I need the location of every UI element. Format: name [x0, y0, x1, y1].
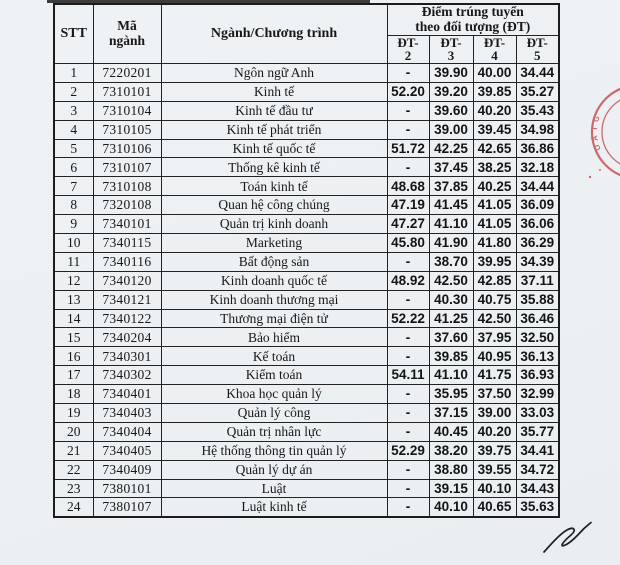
cell-code: 7220201 [93, 63, 161, 82]
cell-dt5: 32.99 [516, 385, 559, 404]
table-row [54, 328, 559, 347]
cell-name: Bảo hiểm [161, 328, 387, 347]
cell-dt4: 41.80 [473, 233, 516, 252]
cell-dt5: 37.11 [516, 271, 559, 290]
table-row [54, 366, 559, 385]
cell-code: 7340301 [93, 347, 161, 366]
cell-stt: 16 [54, 347, 93, 366]
cell-dt3: 41.10 [429, 366, 473, 385]
col-header-dt-3: ĐT- 3 [429, 35, 473, 63]
cell-dt3: 38.80 [429, 460, 473, 479]
cell-dt3: 38.70 [429, 252, 473, 271]
cell-stt: 4 [54, 120, 93, 139]
cell-stt: 10 [54, 233, 93, 252]
cell-dt4: 42.85 [473, 271, 516, 290]
cell-dt4: 39.55 [473, 460, 516, 479]
cell-dt3: 39.90 [429, 63, 473, 82]
cell-code: 7340115 [93, 233, 161, 252]
col-header-dt-5: ĐT- 5 [516, 35, 559, 63]
cell-dt5: 36.09 [516, 196, 559, 215]
cell-dt5: 36.29 [516, 233, 559, 252]
table-row [54, 309, 559, 328]
table-body [54, 63, 559, 516]
cell-dt3: 39.85 [429, 347, 473, 366]
cell-dt5: 32.18 [516, 158, 559, 177]
cell-dt3: 37.60 [429, 328, 473, 347]
cell-name: Kinh tế phát triển [161, 120, 387, 139]
cell-dt3: 39.20 [429, 82, 473, 101]
table-row [54, 498, 559, 517]
diem-group-line1: Điểm trúng tuyển [421, 4, 524, 19]
stamp-speck2 [599, 169, 601, 171]
cell-name: Kế toán [161, 347, 387, 366]
cell-name: Bất động sản [161, 252, 387, 271]
cell-dt4: 38.25 [473, 158, 516, 177]
cell-dt2: 52.22 [387, 309, 429, 328]
cell-code: 7310107 [93, 158, 161, 177]
cell-dt3: 40.45 [429, 422, 473, 441]
cell-stt: 21 [54, 441, 93, 460]
cell-dt5: 34.44 [516, 63, 559, 82]
cell-dt3: 40.10 [429, 498, 473, 517]
cell-dt5: 34.72 [516, 460, 559, 479]
cell-name: Kinh tế [161, 82, 387, 101]
cell-dt2: - [387, 158, 429, 177]
cell-dt5: 35.43 [516, 101, 559, 120]
cell-dt4: 40.10 [473, 479, 516, 498]
cell-stt: 2 [54, 82, 93, 101]
table-row [54, 252, 559, 271]
cell-stt: 20 [54, 422, 93, 441]
cell-dt4: 40.25 [473, 177, 516, 196]
table-row [54, 385, 559, 404]
cell-dt2: - [387, 347, 429, 366]
table-row [54, 120, 559, 139]
cell-name: Luật [161, 479, 387, 498]
cell-name: Kinh tế quốc tế [161, 139, 387, 158]
stamp-inner-ring [602, 95, 620, 169]
cell-name: Hệ thống thông tin quản lý [161, 441, 387, 460]
cell-dt3: 35.95 [429, 385, 473, 404]
cell-dt5: 34.41 [516, 441, 559, 460]
table-row [54, 101, 559, 120]
cell-stt: 12 [54, 271, 93, 290]
cell-name: Quản trị kinh doanh [161, 215, 387, 234]
cell-dt5: 35.27 [516, 82, 559, 101]
cell-dt5: 36.86 [516, 139, 559, 158]
cell-dt2: 51.72 [387, 139, 429, 158]
cell-dt4: 40.20 [473, 101, 516, 120]
cell-dt3: 38.20 [429, 441, 473, 460]
cell-code: 7310101 [93, 82, 161, 101]
signature-mark [544, 523, 591, 553]
col-header-ma-line2: ngành [108, 32, 146, 48]
table-row [54, 347, 559, 366]
cell-dt5: 34.98 [516, 120, 559, 139]
cell-name: Quan hệ công chúng [161, 196, 387, 215]
table-row [54, 177, 559, 196]
svg-text:I: I [590, 127, 600, 130]
table-row [54, 196, 559, 215]
cell-dt2: - [387, 460, 429, 479]
cell-stt: 8 [54, 196, 93, 215]
cell-code: 7310105 [93, 120, 161, 139]
cell-dt5: 35.63 [516, 498, 559, 517]
cell-dt2: - [387, 101, 429, 120]
col-header-ma-nganh [93, 4, 161, 63]
cell-name: Kinh tế đầu tư [161, 101, 387, 120]
cell-dt4: 40.75 [473, 290, 516, 309]
cell-dt2: 48.68 [387, 177, 429, 196]
table-row [54, 460, 559, 479]
cell-stt: 22 [54, 460, 93, 479]
cell-dt5: 36.93 [516, 366, 559, 385]
stamp-speck [589, 176, 591, 178]
cell-dt4: 42.65 [473, 139, 516, 158]
admission-score-table [53, 3, 560, 518]
cell-dt3: 41.90 [429, 233, 473, 252]
cell-dt5: 34.44 [516, 177, 559, 196]
table-row [54, 290, 559, 309]
cell-stt: 6 [54, 158, 93, 177]
cell-dt3: 39.60 [429, 101, 473, 120]
cell-dt5: 35.77 [516, 422, 559, 441]
table-row [54, 404, 559, 423]
cell-dt5: 35.88 [516, 290, 559, 309]
cell-name: Marketing [161, 233, 387, 252]
table-row [54, 82, 559, 101]
table-row [54, 63, 559, 82]
cell-name: Quản trị nhân lực [161, 422, 387, 441]
svg-text:Á: Á [590, 134, 600, 142]
cell-dt5: 36.13 [516, 347, 559, 366]
cell-name: Kinh doanh quốc tế [161, 271, 387, 290]
cell-stt: 15 [54, 328, 93, 347]
cell-dt3: 41.10 [429, 215, 473, 234]
cell-dt4: 40.65 [473, 498, 516, 517]
cell-dt3: 42.50 [429, 271, 473, 290]
table-row [54, 158, 559, 177]
col-header-dt-4: ĐT- 4 [473, 35, 516, 63]
cell-code: 7340403 [93, 404, 161, 423]
svg-text:G: G [591, 114, 602, 124]
cell-code: 7340116 [93, 252, 161, 271]
cell-code: 7310108 [93, 177, 161, 196]
cell-name: Quản lý dự án [161, 460, 387, 479]
cell-dt5: 34.43 [516, 479, 559, 498]
cell-dt4: 41.05 [473, 196, 516, 215]
cell-dt2: - [387, 422, 429, 441]
cell-code: 7340409 [93, 460, 161, 479]
cell-code: 7340121 [93, 290, 161, 309]
cell-dt3: 41.25 [429, 309, 473, 328]
cell-name: Kiểm toán [161, 366, 387, 385]
cell-dt5: 32.50 [516, 328, 559, 347]
cell-name: Luật kinh tế [161, 498, 387, 517]
cell-dt2: - [387, 252, 429, 271]
table-row [54, 233, 559, 252]
cell-stt: 23 [54, 479, 93, 498]
cell-code: 7310104 [93, 101, 161, 120]
cell-code: 7340405 [93, 441, 161, 460]
cell-dt2: - [387, 328, 429, 347]
cell-dt3: 37.85 [429, 177, 473, 196]
cell-name: Thương mại điện tử [161, 309, 387, 328]
cell-dt4: 39.95 [473, 252, 516, 271]
cell-dt2: 47.27 [387, 215, 429, 234]
cell-stt: 24 [54, 498, 93, 517]
cell-dt3: 39.00 [429, 120, 473, 139]
table-row [54, 139, 559, 158]
cell-stt: 1 [54, 63, 93, 82]
cell-dt2: 45.80 [387, 233, 429, 252]
cell-code: 7380107 [93, 498, 161, 517]
cell-dt3: 37.15 [429, 404, 473, 423]
cell-stt: 5 [54, 139, 93, 158]
cell-stt: 13 [54, 290, 93, 309]
diem-group-line2: theo đối tượng (ĐT) [415, 18, 531, 34]
table-row [54, 479, 559, 498]
cell-dt5: 36.06 [516, 215, 559, 234]
stamp-outer-ring [592, 85, 620, 179]
cell-dt2: 47.19 [387, 196, 429, 215]
cell-dt2: 52.20 [387, 82, 429, 101]
cell-stt: 17 [54, 366, 93, 385]
cell-dt2: - [387, 290, 429, 309]
cell-dt5: 34.39 [516, 252, 559, 271]
cell-dt2: - [387, 385, 429, 404]
cell-stt: 3 [54, 101, 93, 120]
col-header-diem-group [387, 4, 559, 35]
cell-dt4: 39.75 [473, 441, 516, 460]
cell-dt4: 40.20 [473, 422, 516, 441]
cell-dt4: 40.00 [473, 63, 516, 82]
cell-name: Thống kê kinh tế [161, 158, 387, 177]
cell-name: Kinh doanh thương mại [161, 290, 387, 309]
table-header [54, 4, 559, 63]
table-row [54, 441, 559, 460]
cell-stt: 14 [54, 309, 93, 328]
cell-code: 7340204 [93, 328, 161, 347]
cell-dt2: 54.11 [387, 366, 429, 385]
table-row [54, 422, 559, 441]
cell-dt5: 36.46 [516, 309, 559, 328]
cell-dt4: 41.75 [473, 366, 516, 385]
col-header-ma-line1: Mã [117, 18, 137, 34]
cell-stt: 9 [54, 215, 93, 234]
col-header-nganh: Ngành/Chương trình [161, 4, 387, 63]
cell-code: 7340120 [93, 271, 161, 290]
cell-code: 7380101 [93, 479, 161, 498]
cell-code: 7340122 [93, 309, 161, 328]
cell-dt4: 39.45 [473, 120, 516, 139]
cell-dt2: - [387, 498, 429, 517]
cell-stt: 18 [54, 385, 93, 404]
cell-dt2: 52.29 [387, 441, 429, 460]
cell-dt3: 39.15 [429, 479, 473, 498]
cell-dt3: 40.30 [429, 290, 473, 309]
cell-dt4: 41.05 [473, 215, 516, 234]
cell-code: 7310106 [93, 139, 161, 158]
cell-stt: 7 [54, 177, 93, 196]
cell-dt4: 39.00 [473, 404, 516, 423]
cell-stt: 19 [54, 404, 93, 423]
table-row [54, 215, 559, 234]
cell-dt3: 42.25 [429, 139, 473, 158]
cell-code: 7340404 [93, 422, 161, 441]
table-row [54, 271, 559, 290]
cell-dt2: - [387, 479, 429, 498]
cell-name: Ngôn ngữ Anh [161, 63, 387, 82]
cell-code: 7340101 [93, 215, 161, 234]
cell-dt2: - [387, 120, 429, 139]
cell-dt2: 48.92 [387, 271, 429, 290]
cell-dt4: 40.95 [473, 347, 516, 366]
cell-dt5: 33.03 [516, 404, 559, 423]
cell-code: 7340302 [93, 366, 161, 385]
cell-name: Quản lý công [161, 404, 387, 423]
cell-dt2: - [387, 63, 429, 82]
cell-name: Khoa học quản lý [161, 385, 387, 404]
red-stamp [589, 85, 620, 179]
cell-dt4: 39.85 [473, 82, 516, 101]
cell-dt3: 37.45 [429, 158, 473, 177]
cell-dt4: 37.95 [473, 328, 516, 347]
col-header-stt: STT [54, 4, 93, 63]
col-header-dt-2: ĐT- 2 [387, 35, 429, 63]
svg-text:O: O [592, 143, 603, 152]
cell-dt4: 37.50 [473, 385, 516, 404]
cell-dt3: 41.45 [429, 196, 473, 215]
cell-code: 7320108 [93, 196, 161, 215]
cell-dt4: 42.50 [473, 309, 516, 328]
cell-stt: 11 [54, 252, 93, 271]
cell-code: 7340401 [93, 385, 161, 404]
cell-dt2: - [387, 404, 429, 423]
cell-name: Toán kinh tế [161, 177, 387, 196]
stamp-text [590, 115, 603, 152]
